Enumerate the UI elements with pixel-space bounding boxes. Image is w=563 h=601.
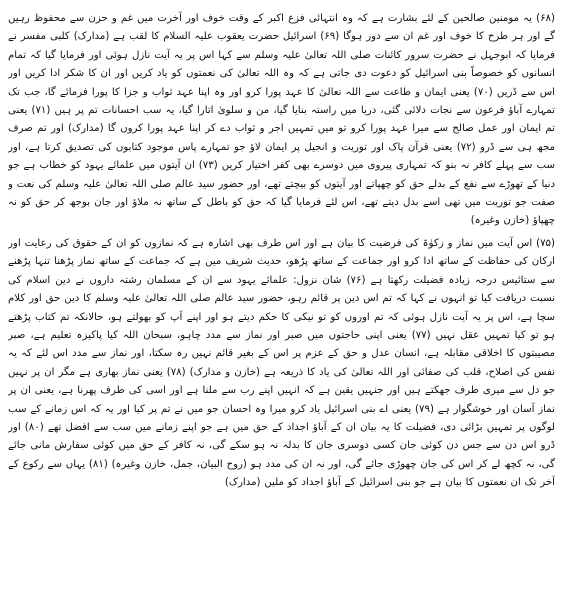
commentary-paragraph-1: (۶۸) یہ مومنین صالحین کے لئے بشارت ہے کہ وہ انتہائی فزع اکبر کے وقت خوف اور آخرت میں غم و حزن سے محفوظ رہیں گے اور ہر طرح کا خوف اور غم ان سے دور ہوگا (۶۹) اسرائیل حضرت یعقوب علیہ السلام کا لقب ہے (مدارک) کلبی مفسر نے فرمایا کہ ابوجہل نے حضرت سرور کائنات صلی اللہ تعالیٰ علیہ وسلم سے کہا اس پر یہ آیت نازل ہوئی اور فرمایا گیا کہ تمام انسانوں کو خصوصاً بنی اسرائیل کو دعوت دی جاتی ہے کہ وہ اللہ تعالیٰ کی نعمتوں کو یاد کریں اور ان کا شکر ادا کریں اور اس سے ڈریں (۷۰) یعنی ایمان و طاعت سے اللہ تعالیٰ کا عہد پورا کرو اور وہ اپنا عہد ثواب و جزا کا پورا فرمائے گا، جب تک تمہارے آباؤ فرعون سے نجات دلائی گئی، دریا میں راستہ بنایا گیا، من و سلویٰ اتارا گیا، یہ سب احسانات تم پر ہیں (۷۱) یعنی تم ایمان اور عمل صالح سے میرا عہد پورا کرو تو میں تمہیں اجر و ثواب دے کر اپنا عہد پورا کروں گا (مدارک) اور تم صرف مجھ ہی سے ڈرو (۷۲) یعنی قرآن پاک اور توریت و انجیل پر ایمان لاؤ جو تمہارے پاس موجود کتابوں کی تصدیق کرتا ہے، اور سب سے پہلے کافر نہ بنو کہ تمہاری پیروی میں دوسرے بھی کفر اختیار کریں (۷۳) ان آیتوں میں علمائے یہود کو خطاب ہے جو دنیا کے تھوڑے سے نفع کے بدلے حق کو چھپاتے اور آیتوں کو بیچتے تھے، اور حضور سید عالم صلی اللہ تعالیٰ علیہ وسلم کی نعت و صفت جو توریت میں تھی اسے بدل دیتے تھے، اس لئے فرمایا گیا کہ حق کو باطل کے ساتھ نہ ملاؤ اور جان بوجھ کر حق کو نہ چھپاؤ (خازن وغیرہ): [8, 13, 555, 227]
commentary-page: [8, 10, 555, 592]
commentary-paragraph-2: (۷۵) اس آیت میں نماز و زکوٰۃ کی فرضیت کا بیان ہے اور اس طرف بھی اشارہ ہے کہ نمازوں کو ان کے حقوق کی رعایت اور ارکان کی حفاظت کے ساتھ ادا کرو اور جماعت کے ساتھ پڑھو، حدیث شریف میں ہے کہ جماعت کے ساتھ نماز پڑھنا تنہا پڑھنے سے ستائیس درجہ زیادہ فضیلت رکھتا ہے (۷۶) شان نزول: علمائے یہود سے ان کے مسلمان رشتہ داروں نے دین اسلام کی نسبت دریافت کیا تو انہوں نے کہا کہ تم اس دین پر قائم رہو، حضور سید عالم صلی اللہ تعالیٰ علیہ وسلم کا دین حق اور کلام سچا ہے، اس پر یہ آیت نازل ہوئی کہ تم اوروں کو تو نیکی کا حکم دیتے ہو اور اپنے آپ کو بھولتے ہو، حالانکہ تم کتاب پڑھتے ہو تو کیا تمہیں عقل نہیں (۷۷) یعنی اپنی حاجتوں میں صبر اور نماز سے مدد چاہو، سبحان اللہ کیا پاکیزہ تعلیم ہے، صبر مصیبتوں کا اخلاقی مقابلہ ہے، انسان عدل و حق کے عزم پر اس کے بغیر قائم نہیں رہ سکتا، اور نماز سے مدد اس لئے کہ یہ نفس کی اصلاح، قلب کی صفائی اور اللہ تعالیٰ کی یاد کا ذریعہ ہے (خازن و مدارک) (۷۸) یعنی نماز بھاری ہے مگر ان پر نہیں جو دل سے میری طرف جھکتے ہیں اور جنہیں یقین ہے کہ انہیں اپنے رب سے ملنا ہے اور اسی کی طرف پھرنا ہے، یعنی ان پر نماز آسان اور خوشگوار ہے (۷۹) یعنی اے بنی اسرائیل یاد کرو میرا وہ احسان جو میں نے تم پر کیا اور یہ کہ اس زمانے کے سب لوگوں پر تمہیں بڑائی دی، فضیلت کا یہ بیان ان کے آباؤ اجداد کے حق میں ہے جو اپنے زمانے میں سب سے افضل تھے (۸۰) اور ڈرو اس دن سے جس دن کوئی جان کسی دوسری جان کا بدلہ نہ ہو سکے گی، نہ کافر کے حق میں کوئی سفارش مانی جائے گی، نہ کچھ لے کر اس کی جان چھوڑی جائے گی، اور نہ ان کی مدد ہو (روح البیان، جمل، خازن وغیرہ) (۸۱) یہاں سے رکوع کے آخر تک ان نعمتوں کا بیان ہے جو بنی اسرائیل کے آباؤ اجداد کو ملیں (مدارک): [8, 237, 555, 489]
